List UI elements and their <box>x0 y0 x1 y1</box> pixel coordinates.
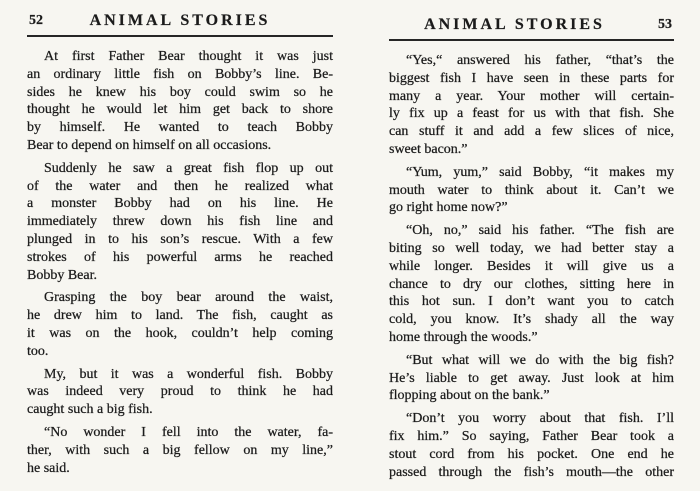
text-line: flopping about on the bank.” <box>389 388 550 404</box>
text-line: he said. <box>27 460 70 476</box>
running-title-left: ANIMAL STORIES <box>89 12 271 29</box>
text-line: an ordinary little fish on Bobby’s line. Be- <box>27 66 333 82</box>
text-line: plunged in to his son’s rescue. With a few <box>27 231 333 247</box>
text-line: strokes of his powerful arms he reached <box>27 249 333 265</box>
paragraph <box>27 160 333 285</box>
page-header-right <box>389 16 674 37</box>
text-line: “Yes,“ answered his father, “that’s the <box>406 53 674 68</box>
header-rule-left <box>27 35 333 37</box>
text-line: “No wonder I fell into the water, fa- <box>44 424 333 440</box>
page-body-left <box>27 48 333 477</box>
text-line: biting so well today, we had better stay a <box>389 240 674 256</box>
text-line: many a year. Your mother will certain- <box>389 88 674 104</box>
text-line: chance to dry our clothes, sitting here in <box>389 276 674 292</box>
text-line: fix him.” So saying, Father Bear took a <box>389 428 674 444</box>
paragraph <box>27 48 333 155</box>
paragraph <box>389 52 674 159</box>
text-line: by himself. He wanted to teach Bobby <box>27 120 333 136</box>
text-line: “Don’t you worry about that fish. I’ll <box>406 411 674 427</box>
text-line: thought he would let him get back to shore <box>27 102 333 118</box>
text-line: Bobby Bear. <box>27 267 97 283</box>
text-line: a monster Bobby had on his line. He <box>27 196 333 212</box>
text-line: At first Father Bear thought it was just <box>44 49 333 64</box>
paragraph <box>389 164 674 217</box>
paragraph <box>27 424 333 477</box>
text-line: he drew him to land. The fish, caught as <box>27 308 333 324</box>
text-line: ther, with such a big fellow on my line,” <box>27 442 333 458</box>
text-line: “Yum, yum,” said Bobby, “it makes my <box>406 164 674 180</box>
paragraph <box>389 222 674 347</box>
page-right <box>389 16 674 481</box>
running-title-right: ANIMAL STORIES <box>424 16 605 33</box>
page-header-left <box>27 12 333 33</box>
text-line: immediately threw down his fish line and <box>27 214 333 230</box>
paragraph <box>389 410 674 481</box>
text-line: too. <box>27 343 49 359</box>
text-line: biggest fish I have seen in these parts for <box>389 70 674 86</box>
text-line: Suddenly he saw a great fish flop up out <box>44 160 333 176</box>
text-line: this hot sun. I don’t want you to catch <box>389 294 674 310</box>
text-line: My, but it was a wonderful fish. Bobby <box>44 366 333 382</box>
text-line: it was on the hook, couldn’t help coming <box>27 325 333 341</box>
text-line: ly fix up a feast for us with that fish. She <box>389 106 674 122</box>
text-line: caught such a big fish. <box>27 402 153 418</box>
text-line: can stuff it and add a few slices of nice, <box>389 124 674 140</box>
text-line: mouth water to think about it. Can’t we <box>389 182 674 198</box>
text-line: cold, you know. It’s shady all the way <box>389 312 674 328</box>
text-line: stout cord from his pocket. One end he <box>389 446 674 462</box>
text-line: Grasping the boy bear around the waist, <box>44 290 333 306</box>
paragraph <box>27 366 333 419</box>
paragraph <box>27 289 333 360</box>
text-line: He’s liable to get away. Just look at him <box>389 370 674 386</box>
paragraph <box>389 352 674 405</box>
text-line: “Oh, no,” said his father. “The fish are <box>406 223 674 239</box>
text-line: “But what will we do with the big fish? <box>406 352 674 368</box>
page-left <box>27 12 333 477</box>
text-line: passed through the fish’s mouth—the other <box>389 464 674 480</box>
text-line: Bear to depend on himself on all occasions. <box>27 137 272 153</box>
text-line: go right home now?” <box>389 200 508 216</box>
text-line: home through the woods.” <box>389 329 538 345</box>
text-line: sweet bacon.” <box>389 141 468 157</box>
page-body-right <box>389 52 674 481</box>
page-number-left: 52 <box>29 13 43 28</box>
page-number-right: 53 <box>658 17 672 32</box>
text-line: of the water and then he realized what <box>27 178 333 194</box>
header-rule-right <box>389 39 674 41</box>
text-line: sides he knew his boy could swim so he <box>27 84 333 100</box>
text-line: while longer. Besides it will give us a <box>389 258 674 274</box>
text-line: was indeed very proud to think he had <box>27 384 333 400</box>
